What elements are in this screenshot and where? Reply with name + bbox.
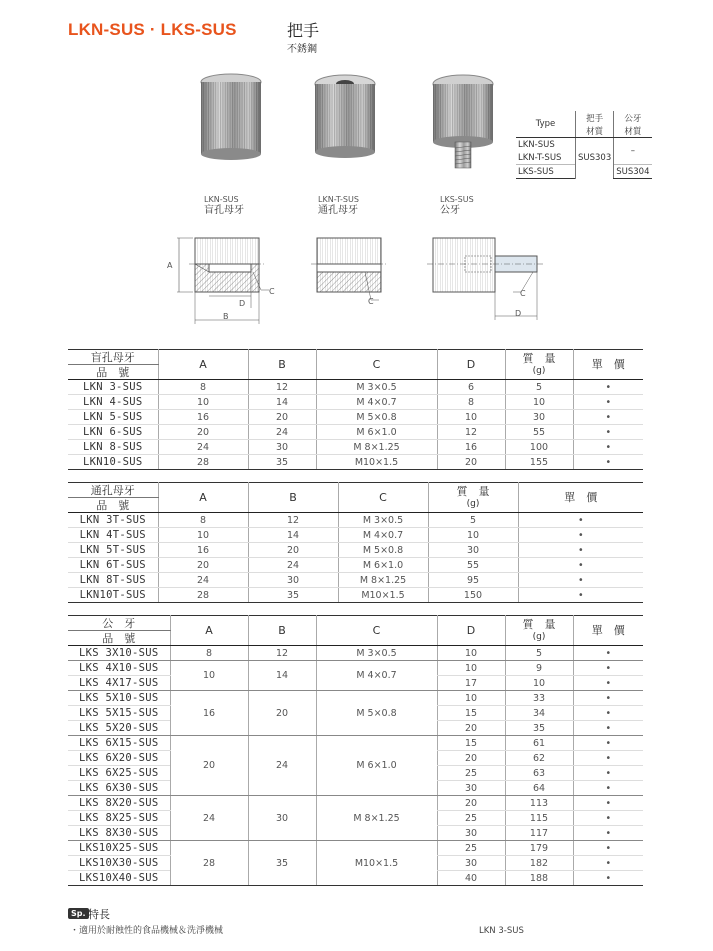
cell-mass: 55	[505, 425, 573, 440]
cell-d: 30	[437, 856, 505, 871]
part-number: LKN 6-SUS	[68, 425, 158, 440]
cell-d: 15	[437, 736, 505, 751]
technical-drawings	[165, 226, 565, 330]
cell-mass: 30	[428, 543, 518, 558]
cell-mass: 10	[505, 676, 573, 691]
cell-a: 20	[170, 736, 248, 796]
cell-a: 16	[158, 543, 248, 558]
part-number: LKS10X30-SUS	[68, 856, 170, 871]
mat-type: LKN-T-SUS	[518, 152, 562, 163]
col-mass-label: 質 量	[522, 351, 556, 365]
cell-mass: 9	[505, 661, 573, 676]
cell-d: 10	[437, 410, 505, 425]
col-mass-label: 質 量	[456, 484, 490, 498]
cell-a: 20	[158, 558, 248, 573]
cell-b: 20	[248, 410, 316, 425]
cell-a: 28	[170, 841, 248, 886]
cell-price: •	[573, 425, 643, 440]
part-number: LKN 8T-SUS	[68, 573, 158, 588]
table-row	[68, 796, 643, 811]
col-mass-label: 質 量	[522, 617, 556, 631]
cell-a: 24	[158, 440, 248, 455]
table-row	[68, 736, 643, 751]
cell-d: 12	[437, 425, 505, 440]
cell-mass: 5	[505, 646, 573, 661]
cell-price: •	[573, 380, 643, 395]
cell-price: •	[573, 706, 643, 721]
caption-code: LKS-SUS	[440, 195, 474, 204]
caption-lkn-sus	[204, 194, 244, 216]
mat-handle-material: SUS303	[576, 138, 614, 179]
part-number: LKS 5X15-SUS	[68, 706, 170, 721]
part-number: LKS 6X20-SUS	[68, 751, 170, 766]
cell-d: 8	[437, 395, 505, 410]
mat-type: LKN-SUS	[518, 139, 555, 150]
feature-item: ・適用於耐蝕性的食品機械＆洗淨機械	[70, 926, 224, 936]
cell-c: M 8×1.25	[316, 440, 437, 455]
blind-header-bottom: 品 號	[68, 365, 158, 380]
cell-a: 28	[158, 588, 248, 603]
cell-b: 24	[248, 558, 338, 573]
page-number: LKN 3-SUS	[479, 926, 524, 936]
cell-c: M 3×0.5	[316, 380, 437, 395]
col-mass-unit: (g)	[466, 498, 480, 509]
cell-b: 30	[248, 440, 316, 455]
col-mass-unit: (g)	[532, 631, 546, 642]
mat-type: LKS-SUS	[516, 165, 576, 179]
dim-label-c: C	[269, 287, 275, 296]
cell-c: M 8×1.25	[338, 573, 428, 588]
cell-a: 28	[158, 455, 248, 470]
through-header-top: 通孔母牙	[68, 483, 158, 498]
table-row	[68, 425, 643, 440]
col-c: C	[316, 616, 437, 646]
cell-a: 16	[158, 410, 248, 425]
cell-c: M 4×0.7	[316, 661, 437, 691]
cell-a: 10	[158, 528, 248, 543]
caption-lkn-t-sus	[318, 194, 359, 216]
cell-d: 20	[437, 455, 505, 470]
cell-mass: 179	[505, 841, 573, 856]
cell-price: •	[573, 691, 643, 706]
cell-price: •	[518, 543, 643, 558]
part-number: LKS 4X17-SUS	[68, 676, 170, 691]
table-row	[68, 528, 643, 543]
cell-mass: 113	[505, 796, 573, 811]
cell-price: •	[573, 766, 643, 781]
cell-d: 16	[437, 440, 505, 455]
caption-code: LKN-T-SUS	[318, 195, 359, 204]
cell-d: 20	[437, 796, 505, 811]
part-number: LKS 6X30-SUS	[68, 781, 170, 796]
stud-header-top: 公 牙	[68, 616, 170, 631]
material-table	[516, 111, 652, 179]
spec-table-blind	[68, 349, 643, 470]
cell-price: •	[573, 646, 643, 661]
mat-handle-header-1: 把手	[576, 111, 614, 124]
part-number: LKN 5-SUS	[68, 410, 158, 425]
cell-d: 10	[437, 691, 505, 706]
col-b: B	[248, 616, 316, 646]
table-row	[68, 410, 643, 425]
cell-price: •	[518, 558, 643, 573]
cell-price: •	[573, 781, 643, 796]
table-row	[68, 455, 643, 470]
part-number: LKN 4-SUS	[68, 395, 158, 410]
part-number: LKS 4X10-SUS	[68, 661, 170, 676]
cell-c: M 6×1.0	[316, 425, 437, 440]
cell-price: •	[573, 871, 643, 886]
cell-d: 20	[437, 721, 505, 736]
cell-mass: 10	[505, 395, 573, 410]
cell-price: •	[518, 528, 643, 543]
cell-c: M 8×1.25	[316, 796, 437, 841]
mat-stud-material: SUS304	[614, 165, 652, 179]
part-number: LKN 6T-SUS	[68, 558, 158, 573]
caption-code: LKN-SUS	[204, 195, 239, 204]
part-number: LKN10T-SUS	[68, 588, 158, 603]
cell-b: 24	[248, 425, 316, 440]
part-number: LKN 5T-SUS	[68, 543, 158, 558]
cell-d: 6	[437, 380, 505, 395]
cell-price: •	[573, 676, 643, 691]
cell-c: M 4×0.7	[316, 395, 437, 410]
cell-a: 24	[170, 796, 248, 841]
col-a: A	[158, 483, 248, 513]
mat-stud-header-2: 材質	[614, 124, 652, 138]
cell-c: M 6×1.0	[316, 736, 437, 796]
cell-d: 30	[437, 781, 505, 796]
col-mass	[428, 483, 518, 513]
cell-price: •	[573, 811, 643, 826]
cell-b: 12	[248, 646, 316, 661]
part-number: LKS 6X15-SUS	[68, 736, 170, 751]
table-row	[68, 395, 643, 410]
stud-header-bottom: 品 號	[68, 631, 170, 646]
part-number: LKS 5X10-SUS	[68, 691, 170, 706]
cell-c: M10×1.5	[316, 455, 437, 470]
cell-d: 40	[437, 871, 505, 886]
blind-header-top: 盲孔母牙	[68, 350, 158, 365]
cell-mass: 62	[505, 751, 573, 766]
cell-mass: 155	[505, 455, 573, 470]
cell-c: M 3×0.5	[316, 646, 437, 661]
cell-mass: 150	[428, 588, 518, 603]
table-row	[68, 841, 643, 856]
cell-price: •	[573, 440, 643, 455]
cell-a: 16	[170, 691, 248, 736]
cell-b: 24	[248, 736, 316, 796]
caption-name: 盲孔母牙	[204, 205, 244, 216]
cell-c: M 5×0.8	[316, 691, 437, 736]
drawing-through	[311, 238, 387, 300]
part-number: LKN 3T-SUS	[68, 513, 158, 528]
cell-d: 10	[437, 646, 505, 661]
col-price: 單 價	[573, 616, 643, 646]
table-row	[68, 440, 643, 455]
feature-title: 特長	[88, 908, 110, 921]
part-number: LKS10X40-SUS	[68, 871, 170, 886]
table-row	[68, 573, 643, 588]
cell-c: M10×1.5	[316, 841, 437, 886]
cell-mass: 34	[505, 706, 573, 721]
drawing-stud	[427, 238, 545, 320]
cell-a: 20	[158, 425, 248, 440]
col-price: 單 價	[573, 350, 643, 380]
col-b: B	[248, 483, 338, 513]
cell-price: •	[573, 751, 643, 766]
cell-b: 14	[248, 661, 316, 691]
cell-b: 14	[248, 395, 316, 410]
cell-price: •	[573, 736, 643, 751]
caption-name: 通孔母牙	[318, 205, 358, 216]
cell-c: M10×1.5	[338, 588, 428, 603]
col-a: A	[158, 350, 248, 380]
cell-price: •	[518, 513, 643, 528]
cell-price: •	[573, 410, 643, 425]
part-number: LKS 8X25-SUS	[68, 811, 170, 826]
cell-price: •	[573, 395, 643, 410]
table-row	[68, 661, 643, 676]
cell-a: 10	[170, 661, 248, 691]
cell-c: M 6×1.0	[338, 558, 428, 573]
mat-type-header: Type	[516, 111, 576, 138]
part-number: LKS 8X30-SUS	[68, 826, 170, 841]
cell-c: M 5×0.8	[338, 543, 428, 558]
spec-table-through	[68, 482, 643, 603]
dim-label-c: C	[520, 289, 526, 298]
part-number: LKN10-SUS	[68, 455, 158, 470]
dim-label-b: B	[223, 312, 229, 321]
through-header-bottom: 品 號	[68, 498, 158, 513]
table-row	[68, 646, 643, 661]
cell-price: •	[518, 573, 643, 588]
product-category-title: 把手	[287, 21, 320, 40]
part-number: LKS10X25-SUS	[68, 841, 170, 856]
cell-a: 10	[158, 395, 248, 410]
cell-mass: 30	[505, 410, 573, 425]
cell-a: 8	[158, 380, 248, 395]
col-mass	[505, 616, 573, 646]
cell-mass: 33	[505, 691, 573, 706]
cell-mass: 63	[505, 766, 573, 781]
part-number: LKS 8X20-SUS	[68, 796, 170, 811]
cell-d: 10	[437, 661, 505, 676]
cell-b: 35	[248, 588, 338, 603]
col-c: C	[338, 483, 428, 513]
cell-b: 30	[248, 796, 316, 841]
cell-mass: 115	[505, 811, 573, 826]
mat-stud-header-1: 公牙	[614, 111, 652, 124]
cell-a: 24	[158, 573, 248, 588]
table-row	[68, 558, 643, 573]
cell-price: •	[573, 826, 643, 841]
col-price: 單 價	[518, 483, 643, 513]
cell-a: 8	[158, 513, 248, 528]
col-d: D	[437, 616, 505, 646]
cell-price: •	[573, 841, 643, 856]
cell-price: •	[573, 856, 643, 871]
col-b: B	[248, 350, 316, 380]
cell-d: 15	[437, 706, 505, 721]
dim-label-c: C	[368, 297, 374, 306]
part-number: LKN 3-SUS	[68, 380, 158, 395]
cell-mass: 117	[505, 826, 573, 841]
photo-lks-sus	[428, 72, 498, 172]
table-row	[68, 588, 643, 603]
mat-handle-header-2: 材質	[576, 124, 614, 138]
dim-label-a: A	[167, 261, 173, 270]
part-number: LKS 6X25-SUS	[68, 766, 170, 781]
col-mass-unit: (g)	[532, 365, 546, 376]
cell-price: •	[573, 661, 643, 676]
cell-d: 30	[437, 826, 505, 841]
caption-lks-sus	[440, 194, 474, 216]
col-d: D	[437, 350, 505, 380]
cell-d: 25	[437, 766, 505, 781]
part-number: LKN 8-SUS	[68, 440, 158, 455]
cell-price: •	[573, 796, 643, 811]
cell-b: 14	[248, 528, 338, 543]
col-c: C	[316, 350, 437, 380]
cell-d: 25	[437, 841, 505, 856]
cell-b: 35	[248, 841, 316, 886]
cell-price: •	[518, 588, 643, 603]
col-a: A	[170, 616, 248, 646]
cell-c: M 5×0.8	[316, 410, 437, 425]
table-row	[68, 691, 643, 706]
photo-lkn-sus	[196, 72, 266, 164]
cell-b: 12	[248, 380, 316, 395]
cell-mass: 61	[505, 736, 573, 751]
table-row	[68, 543, 643, 558]
cell-d: 17	[437, 676, 505, 691]
cell-mass: 64	[505, 781, 573, 796]
dim-label-d: D	[515, 309, 522, 318]
cell-c: M 3×0.5	[338, 513, 428, 528]
material-subtitle: 不銹鋼	[287, 44, 317, 55]
page-title: LKN-SUS · LKS-SUS	[68, 20, 237, 39]
cell-b: 20	[248, 543, 338, 558]
cell-d: 20	[437, 751, 505, 766]
cell-c: M 4×0.7	[338, 528, 428, 543]
cell-b: 35	[248, 455, 316, 470]
spec-table-stud	[68, 615, 643, 886]
feature-badge: Sp.	[68, 908, 89, 919]
cell-mass: 5	[505, 380, 573, 395]
cell-price: •	[573, 455, 643, 470]
cell-b: 30	[248, 573, 338, 588]
mat-stud-dash: –	[614, 138, 652, 165]
part-number: LKN 4T-SUS	[68, 528, 158, 543]
cell-a: 8	[170, 646, 248, 661]
col-mass	[505, 350, 573, 380]
cell-mass: 188	[505, 871, 573, 886]
dim-label-d: D	[239, 299, 246, 308]
table-row	[68, 380, 643, 395]
part-number: LKS 5X20-SUS	[68, 721, 170, 736]
cell-b: 12	[248, 513, 338, 528]
cell-mass: 95	[428, 573, 518, 588]
cell-mass: 55	[428, 558, 518, 573]
cell-mass: 182	[505, 856, 573, 871]
cell-mass: 35	[505, 721, 573, 736]
cell-mass: 100	[505, 440, 573, 455]
cell-mass: 5	[428, 513, 518, 528]
cell-mass: 10	[428, 528, 518, 543]
cell-price: •	[573, 721, 643, 736]
caption-name: 公牙	[440, 205, 460, 216]
photo-lkn-t-sus	[310, 72, 380, 164]
part-number: LKS 3X10-SUS	[68, 646, 170, 661]
cell-d: 25	[437, 811, 505, 826]
table-row	[68, 513, 643, 528]
cell-b: 20	[248, 691, 316, 736]
